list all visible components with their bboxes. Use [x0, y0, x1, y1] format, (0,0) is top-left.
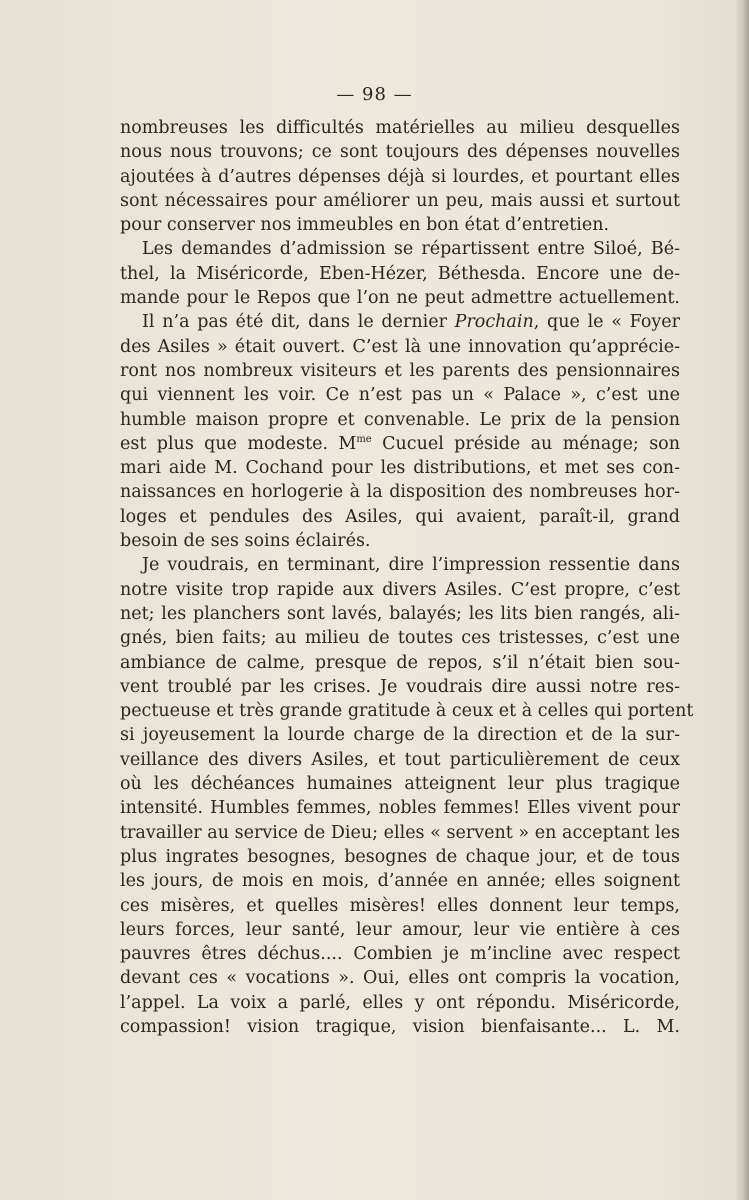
- text-line: les jours, de mois en mois, d’année en année; elles soignent: [120, 871, 680, 892]
- page-edge-shadow: [735, 0, 749, 1200]
- text-line: leurs forces, leur santé, leur amour, leur vie entière à ces: [120, 919, 680, 940]
- body-text: [120, 116, 694, 1039]
- text-line: mari aide M. Cochand pour les distributions, et met ses con-: [120, 458, 680, 479]
- text-line: pour conserver nos immeubles en bon état d’entretien.: [120, 215, 610, 236]
- text-line: devant ces « vocations ». Oui, elles ont compris la vocation,: [120, 968, 680, 989]
- text-line: si joyeusement la lourde charge de la direction et de la sur-: [120, 725, 680, 746]
- text-line: ajoutées à d’autres dépenses déjà si lourdes, et pourtant elles: [120, 166, 680, 187]
- text-line: humble maison propre et convenable. Le prix de la pension: [120, 409, 680, 430]
- text-line: net; les planchers sont lavés, balayés; les lits bien rangés, ali-: [120, 603, 680, 624]
- text-line: ront nos nombreux visiteurs et les parents des pensionnaires: [120, 360, 680, 381]
- italic-title: Prochain: [454, 312, 534, 333]
- text-line: naissances en horlogerie à la disposition des nombreuses hor-: [120, 482, 680, 503]
- page-number: — 98 —: [336, 84, 413, 105]
- text-line: sont nécessaires pour améliorer un peu, mais aussi et surtout: [120, 190, 680, 211]
- paragraph-start-line: Je voudrais, en terminant, dire l’impression ressentie dans: [142, 555, 680, 576]
- signature-line: compassion! vision tragique, vision bienfaisante... L. M.: [120, 1016, 680, 1037]
- text-line: nous nous trouvons; ce sont toujours des dépenses nouvelles: [120, 142, 680, 163]
- superscript: me: [356, 434, 372, 446]
- text-line: intensité. Humbles femmes, nobles femmes! Elles vivent pour: [120, 798, 680, 819]
- text-line: plus ingrates besognes, besognes de chaque jour, et de tous: [120, 846, 680, 867]
- text-line: des Asiles » était ouvert. C’est là une innovation qu’apprécie-: [120, 336, 680, 357]
- text-line: besoin de ses soins éclairés.: [120, 531, 371, 552]
- text-line: ambiance de calme, presque de repos, s’il n’était bien sou-: [120, 652, 680, 673]
- text-line: veillance des divers Asiles, et tout particulièrement de ceux: [120, 749, 680, 770]
- text-line: notre visite trop rapide aux divers Asiles. C’est propre, c’est: [120, 579, 680, 600]
- line-segment: Il n’a pas été dit, dans le dernier: [142, 312, 455, 333]
- text-line: loges et pendules des Asiles, qui avaient, paraît-il, grand: [120, 506, 680, 527]
- paragraph-start-line: Les demandes d’admission se répartissent entre Siloé, Bé-: [142, 239, 680, 260]
- line-segment: Cucuel préside au ménage; son: [371, 433, 680, 454]
- paragraph-start-line: [120, 310, 680, 334]
- text-line: où les déchéances humaines atteignent leur plus tragique: [120, 774, 680, 795]
- text-line: l’appel. La voix a parlé, elles y ont répondu. Miséricorde,: [120, 992, 680, 1013]
- text-line: [120, 432, 680, 456]
- text-line: ces misères, et quelles misères! elles donnent leur temps,: [120, 895, 680, 916]
- text-line: thel, la Miséricorde, Eben-Hézer, Béthesda. Encore une de-: [120, 263, 680, 284]
- text-line: pectueuse et très grande gratitude à ceux et à celles qui portent: [120, 701, 694, 722]
- line-segment: , que le « Foyer: [533, 312, 681, 333]
- text-line: nombreuses les difficultés matérielles au milieu desquelles: [120, 118, 680, 138]
- text-line: qui viennent les voir. Ce n’est pas un « Palace », c’est une: [120, 385, 680, 406]
- text-line: pauvres êtres déchus.... Combien je m’incline avec respect: [120, 944, 680, 965]
- text-line: mande pour le Repos que l’on ne peut admettre actuellement.: [120, 288, 680, 309]
- text-line: gnés, bien faits; au milieu de toutes ces tristesses, c’est une: [120, 628, 680, 649]
- text-line: travailler au service de Dieu; elles « servent » en acceptant les: [120, 822, 680, 843]
- line-segment: est plus que modeste. M: [120, 433, 357, 454]
- text-line: vent troublé par les crises. Je voudrais dire aussi notre res-: [120, 676, 680, 697]
